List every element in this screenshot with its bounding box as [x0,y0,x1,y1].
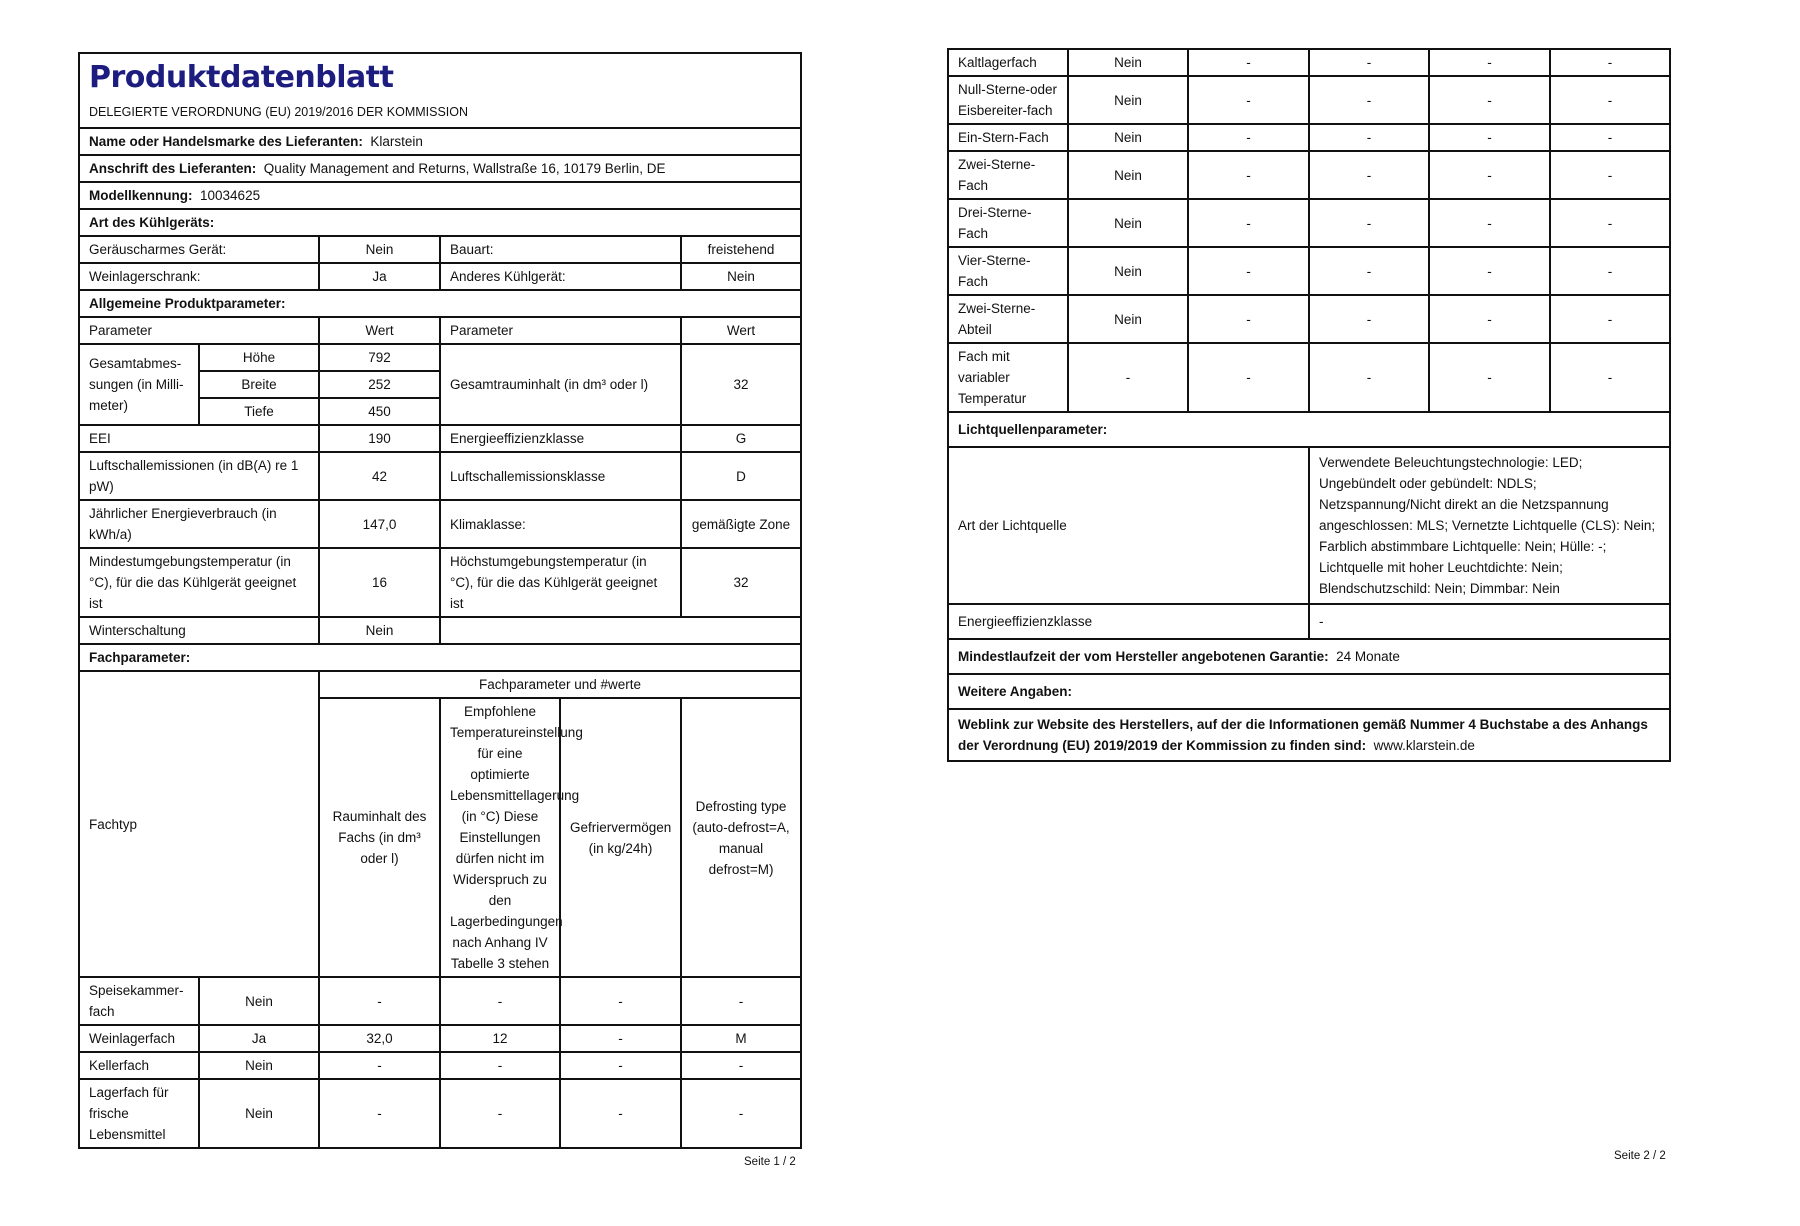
compartment-freeze: - [1429,49,1550,76]
document-subtitle: DELEGIERTE VERORDNUNG (EU) 2019/2016 DER KOMMISSION [89,105,469,119]
param-row [79,500,801,548]
volume-label: Gesamtrauminhalt (in dm³ oder l) [440,344,681,425]
compartment-row [948,199,1670,247]
compartment-present: Ja [199,1025,319,1052]
compartment-volume: - [1188,199,1309,247]
param-label: EEI [79,425,319,452]
compartment-col-header: Defrosting type (auto-defrost=A, manual defrost=M) [681,698,801,977]
col-value-header: Wert [319,317,440,344]
model-value: 10034625 [200,188,261,203]
compartment-row [79,1079,801,1148]
type-heading: Art des Kühlgeräts: [79,209,801,236]
compartment-temp: - [440,1052,560,1079]
page-number: Seite 2 / 2 [1614,1150,1666,1162]
compartment-row [948,49,1670,76]
compartment-defrost: M [681,1025,801,1052]
datasheet-page-1 [78,52,802,1149]
type-param-1: Weinlagerschrank: [79,263,319,290]
param-row [79,548,801,617]
page-number: Seite 1 / 2 [744,1156,796,1168]
compartment-freeze: - [560,1079,681,1148]
param-value: 32 [681,548,801,617]
compartment-name: Zwei-Sterne-Fach [948,151,1068,199]
light-type-label: Art der Lichtquelle [948,447,1309,604]
compartment-name: Kaltlagerfach [948,49,1068,76]
warranty-row [948,639,1670,674]
compartment-defrost: - [1550,295,1670,343]
compartment-name: Drei-Sterne-Fach [948,199,1068,247]
compartment-row [948,247,1670,295]
dimension-value: 792 [319,344,440,371]
param-value: 16 [319,548,440,617]
compartment-freeze: - [1429,151,1550,199]
compartment-defrost: - [1550,247,1670,295]
compartment-volume: - [319,1079,440,1148]
compartment-row [948,295,1670,343]
compartment-freeze: - [560,977,681,1025]
compartment-col-header: Gefriervermögen (in kg/24h) [560,698,681,977]
type-param-2: Anderes Kühlgerät: [440,263,681,290]
param-value: 190 [319,425,440,452]
weblink-row [948,709,1670,761]
param-label: Mindestumgebungstemperatur (in °C), für die das Kühlgerät geeignet ist [79,548,319,617]
dimensions-label: Gesamtabmes-sungen (in Milli-meter) [79,344,199,425]
general-heading: Allgemeine Produktparameter: [79,290,801,317]
winter-value: Nein [319,617,440,644]
compartment-col-header: Empfohlene Temperatureinstellung für eine optimierte Lebensmittellagerung (in °C) Diese Einstellungen dürfen nicht im Widerspruch zu den Lagerbedingungen nach Anhang IV Tabelle 3 stehen [440,698,560,977]
document-title: Produktdatenblatt [89,60,394,95]
type-param-2: Bauart: [440,236,681,263]
winter-label: Winterschaltung [79,617,319,644]
param-label: Jährlicher Energieverbrauch (in kWh/a) [79,500,319,548]
col-param-header: Parameter [79,317,319,344]
compartment-freeze: - [1429,199,1550,247]
param-label: Höchstumgebungstemperatur (in °C), für die das Kühlgerät geeignet ist [440,548,681,617]
further-heading: Weitere Angaben: [948,674,1670,709]
compartment-freeze: - [560,1025,681,1052]
col-param-header: Parameter [440,317,681,344]
compartment-freeze: - [1429,343,1550,412]
compartment-temp: - [1309,247,1429,295]
compartment-defrost: - [681,1052,801,1079]
address-row [79,155,801,182]
dimension-value: 450 [319,398,440,425]
col-value-header: Wert [681,317,801,344]
compartment-row [79,1025,801,1052]
compartment-defrost: - [681,1079,801,1148]
warranty-label: Mindestlaufzeit der vom Hersteller angebotenen Garantie: [958,649,1329,664]
datasheet-page-2 [947,48,1671,762]
param-value: 42 [319,452,440,500]
compartment-defrost: - [1550,199,1670,247]
compartment-temp: - [1309,295,1429,343]
compartment-name: Vier-Sterne-Fach [948,247,1068,295]
light-heading: Lichtquellenparameter: [948,412,1670,447]
volume-value: 32 [681,344,801,425]
param-label: Luftschallemissionen (in dB(A) re 1 pW) [79,452,319,500]
type-row [79,236,801,263]
dimension-label: Breite [199,371,319,398]
empty-cell [440,617,801,644]
compartment-present: Nein [199,1052,319,1079]
compartment-name: Zwei-Sterne-Abteil [948,295,1068,343]
address-label: Anschrift des Lieferanten: [89,161,257,176]
winter-row [79,617,801,644]
compartment-present: - [1068,343,1188,412]
compartment-present: Nein [1068,247,1188,295]
compartment-row [948,124,1670,151]
type-row [79,263,801,290]
compartment-group-header: Fachparameter und #werte [319,671,801,698]
compartment-temp: - [1309,151,1429,199]
compartment-freeze: - [1429,247,1550,295]
light-class-value: - [1309,604,1670,639]
compartment-temp: - [440,977,560,1025]
compartment-group-row [79,671,801,698]
compartment-present: Nein [1068,76,1188,124]
supplier-row [79,128,801,155]
type-value-2: Nein [681,263,801,290]
compartment-defrost: - [1550,151,1670,199]
compartment-row [948,151,1670,199]
compartment-name: Speisekammer-fach [79,977,199,1025]
compartment-present: Nein [1068,124,1188,151]
compartment-col-header: Rauminhalt des Fachs (in dm³ oder l) [319,698,440,977]
model-label: Modellkennung: [89,188,193,203]
compartment-present: Nein [1068,151,1188,199]
compartment-temp: - [1309,199,1429,247]
supplier-label: Name oder Handelsmarke des Lieferanten: [89,134,363,149]
compartment-temp: - [1309,124,1429,151]
param-value: gemäßigte Zone [681,500,801,548]
param-label: Klimaklasse: [440,500,681,548]
compartment-row [948,76,1670,124]
param-label: Luftschallemissionsklasse [440,452,681,500]
compartment-row [79,977,801,1025]
compartment-volume: - [1188,49,1309,76]
param-label: Energieeffizienzklasse [440,425,681,452]
compartment-defrost: - [1550,343,1670,412]
type-value-1: Ja [319,263,440,290]
fachtyp-label: Fachtyp [79,671,319,977]
dimension-label: Höhe [199,344,319,371]
param-value: 147,0 [319,500,440,548]
dimension-label: Tiefe [199,398,319,425]
header-cell [79,53,801,128]
light-type-value: Verwendete Beleuchtungstechnologie: LED; Ungebündelt oder gebündelt: NDLS; Netzspannung/Nicht direkt an die Netzspannung angeschlossen: MLS; Vernetzte Lichtquelle (CLS): Nein; Farblich abstimmbare Lichtquelle: Nein; Hülle: -; Lichtquelle mit hoher Leuchtdichte: Nein; Blendschutzschild: Nein; Dimmbar: Nein [1309,447,1670,604]
compartment-freeze: - [1429,124,1550,151]
compartment-volume: - [319,977,440,1025]
compartment-present: Nein [1068,199,1188,247]
param-row [79,452,801,500]
param-row [79,425,801,452]
compartment-present: Nein [1068,49,1188,76]
compartment-temp: - [1309,76,1429,124]
type-value-2: freistehend [681,236,801,263]
compartment-temp: - [440,1079,560,1148]
compartment-freeze: - [1429,76,1550,124]
compartment-volume: - [1188,247,1309,295]
dimension-value: 252 [319,371,440,398]
compartment-name: Weinlagerfach [79,1025,199,1052]
compartment-name: Kellerfach [79,1052,199,1079]
address-value: Quality Management and Returns, Wallstraße 16, 10179 Berlin, DE [263,161,666,176]
compartment-volume: - [1188,343,1309,412]
compartment-name: Lagerfach für frische Lebensmittel [79,1079,199,1148]
model-row [79,182,801,209]
compartment-defrost: - [681,977,801,1025]
compartment-volume: - [1188,124,1309,151]
light-type-row [948,447,1670,604]
compartment-temp: - [1309,49,1429,76]
compartment-name: Ein-Stern-Fach [948,124,1068,151]
type-param-1: Geräuscharmes Gerät: [79,236,319,263]
warranty-value: 24 Monate [1336,649,1400,664]
type-value-1: Nein [319,236,440,263]
compartment-row [79,1052,801,1079]
compartment-volume: - [1188,151,1309,199]
compartment-volume: 32,0 [319,1025,440,1052]
compartment-defrost: - [1550,124,1670,151]
compartment-present: Nein [199,1079,319,1148]
compartment-name: Fach mit variabler Temperatur [948,343,1068,412]
compartment-defrost: - [1550,49,1670,76]
param-header-row [79,317,801,344]
compartment-volume: - [1188,295,1309,343]
dimension-row [79,344,801,371]
weblink-label: Weblink zur Website des Herstellers, auf der die Informationen gemäß Nummer 4 Buchstabe a des Anhangs der Verordnung (EU) 2019/2019 der Kommission zu finden sind: [958,717,1648,753]
light-class-label: Energieeffizienzklasse [948,604,1309,639]
compartment-volume: - [319,1052,440,1079]
param-value: G [681,425,801,452]
compartment-name: Null-Sterne-oder Eisbereiter-fach [948,76,1068,124]
param-value: D [681,452,801,500]
compartment-present: Nein [199,977,319,1025]
compartment-row [948,343,1670,412]
compartment-volume: - [1188,76,1309,124]
weblink-value: www.klarstein.de [1373,738,1475,753]
compartment-temp: 12 [440,1025,560,1052]
light-class-row [948,604,1670,639]
compartment-defrost: - [1550,76,1670,124]
compartment-freeze: - [560,1052,681,1079]
compartment-present: Nein [1068,295,1188,343]
supplier-value: Klarstein [370,134,423,149]
compartment-freeze: - [1429,295,1550,343]
compartment-temp: - [1309,343,1429,412]
compartment-heading: Fachparameter: [79,644,801,671]
